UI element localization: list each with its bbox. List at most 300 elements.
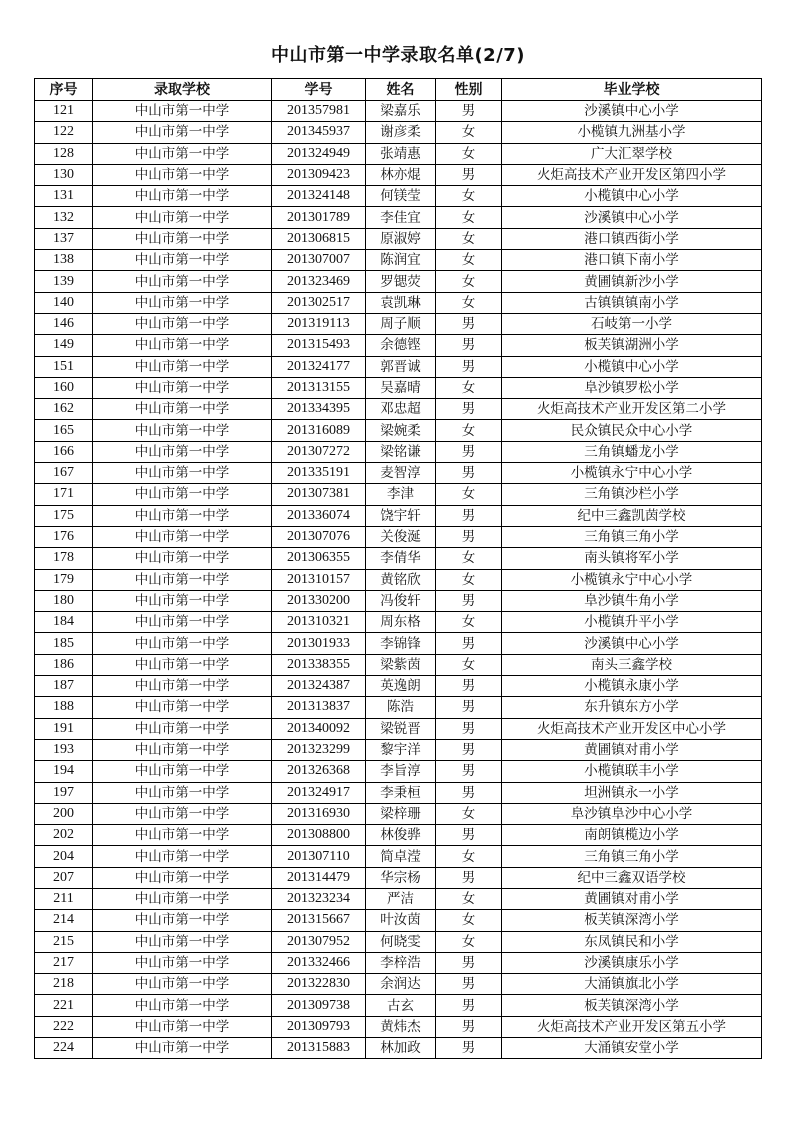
cell-serial: 202 <box>35 825 93 846</box>
cell-name: 冯俊轩 <box>366 590 436 611</box>
cell-graduated-school: 三角镇三角小学 <box>502 526 762 547</box>
cell-gender: 男 <box>436 676 502 697</box>
cell-serial: 179 <box>35 569 93 590</box>
cell-graduated-school: 大涌镇安堂小学 <box>502 1038 762 1059</box>
admission-table <box>34 78 762 1059</box>
cell-gender: 女 <box>436 207 502 228</box>
cell-student-id: 201307110 <box>272 846 366 867</box>
cell-gender: 女 <box>436 484 502 505</box>
cell-gender: 女 <box>436 292 502 313</box>
table-row <box>35 122 762 143</box>
cell-serial: 211 <box>35 888 93 909</box>
table-row <box>35 1016 762 1037</box>
cell-gender: 男 <box>436 164 502 185</box>
cell-name: 古玄 <box>366 995 436 1016</box>
cell-gender: 男 <box>436 782 502 803</box>
cell-name: 华宗杨 <box>366 867 436 888</box>
table-row <box>35 739 762 760</box>
cell-serial: 131 <box>35 186 93 207</box>
cell-graduated-school: 小榄镇联丰小学 <box>502 761 762 782</box>
cell-admitted-school: 中山市第一中学 <box>93 676 272 697</box>
cell-gender: 女 <box>436 271 502 292</box>
cell-graduated-school: 板芙镇湖洲小学 <box>502 335 762 356</box>
cell-graduated-school: 坦洲镇永一小学 <box>502 782 762 803</box>
cell-gender: 女 <box>436 377 502 398</box>
table-row <box>35 697 762 718</box>
cell-admitted-school: 中山市第一中学 <box>93 441 272 462</box>
table-row <box>35 292 762 313</box>
cell-serial: 194 <box>35 761 93 782</box>
cell-graduated-school: 古镇镇镇南小学 <box>502 292 762 313</box>
cell-student-id: 201301789 <box>272 207 366 228</box>
cell-student-id: 201332466 <box>272 952 366 973</box>
table-row <box>35 271 762 292</box>
table-row <box>35 974 762 995</box>
cell-gender: 女 <box>436 548 502 569</box>
cell-gender: 女 <box>436 846 502 867</box>
cell-student-id: 201334395 <box>272 399 366 420</box>
cell-graduated-school: 广大汇翠学校 <box>502 143 762 164</box>
cell-graduated-school: 火炬高技术产业开发区第四小学 <box>502 164 762 185</box>
cell-student-id: 201340092 <box>272 718 366 739</box>
cell-graduated-school: 板芙镇深湾小学 <box>502 995 762 1016</box>
cell-admitted-school: 中山市第一中学 <box>93 420 272 441</box>
cell-serial: 207 <box>35 867 93 888</box>
cell-admitted-school: 中山市第一中学 <box>93 250 272 271</box>
cell-student-id: 201324148 <box>272 186 366 207</box>
cell-admitted-school: 中山市第一中学 <box>93 143 272 164</box>
table-row <box>35 399 762 420</box>
cell-gender: 男 <box>436 313 502 334</box>
table-row <box>35 441 762 462</box>
cell-serial: 191 <box>35 718 93 739</box>
cell-graduated-school: 南头镇将军小学 <box>502 548 762 569</box>
cell-serial: 151 <box>35 356 93 377</box>
cell-admitted-school: 中山市第一中学 <box>93 356 272 377</box>
column-header-student-id: 学号 <box>272 79 366 101</box>
cell-name: 原淑婷 <box>366 228 436 249</box>
cell-graduated-school: 阜沙镇阜沙中心小学 <box>502 803 762 824</box>
cell-name: 陈浩 <box>366 697 436 718</box>
cell-gender: 男 <box>436 952 502 973</box>
cell-graduated-school: 小榄镇永宁中心小学 <box>502 463 762 484</box>
cell-serial: 184 <box>35 612 93 633</box>
cell-gender: 男 <box>436 761 502 782</box>
cell-graduated-school: 民众镇民众中心小学 <box>502 420 762 441</box>
cell-admitted-school: 中山市第一中学 <box>93 910 272 931</box>
cell-student-id: 201314479 <box>272 867 366 888</box>
cell-name: 林亦焜 <box>366 164 436 185</box>
table-row <box>35 101 762 122</box>
cell-student-id: 201316089 <box>272 420 366 441</box>
cell-name: 何镁莹 <box>366 186 436 207</box>
cell-gender: 男 <box>436 463 502 484</box>
table-row <box>35 356 762 377</box>
cell-admitted-school: 中山市第一中学 <box>93 505 272 526</box>
cell-student-id: 201319113 <box>272 313 366 334</box>
cell-admitted-school: 中山市第一中学 <box>93 931 272 952</box>
cell-serial: 193 <box>35 739 93 760</box>
cell-admitted-school: 中山市第一中学 <box>93 335 272 356</box>
cell-name: 陈润宜 <box>366 250 436 271</box>
cell-serial: 146 <box>35 313 93 334</box>
table-row <box>35 612 762 633</box>
cell-student-id: 201313837 <box>272 697 366 718</box>
cell-admitted-school: 中山市第一中学 <box>93 484 272 505</box>
cell-serial: 171 <box>35 484 93 505</box>
table-row <box>35 654 762 675</box>
table-row <box>35 420 762 441</box>
cell-admitted-school: 中山市第一中学 <box>93 803 272 824</box>
cell-serial: 176 <box>35 526 93 547</box>
table-row <box>35 718 762 739</box>
cell-name: 林加政 <box>366 1038 436 1059</box>
cell-graduated-school: 小榄镇永宁中心小学 <box>502 569 762 590</box>
cell-admitted-school: 中山市第一中学 <box>93 122 272 143</box>
column-header-serial: 序号 <box>35 79 93 101</box>
table-row <box>35 463 762 484</box>
cell-gender: 女 <box>436 931 502 952</box>
cell-serial: 121 <box>35 101 93 122</box>
cell-serial: 166 <box>35 441 93 462</box>
cell-name: 黎宇洋 <box>366 739 436 760</box>
document-title: 中山市第一中学录取名单(2/7) <box>270 45 526 66</box>
cell-name: 李秉桓 <box>366 782 436 803</box>
table-row <box>35 377 762 398</box>
cell-name: 梁梓珊 <box>366 803 436 824</box>
cell-serial: 197 <box>35 782 93 803</box>
cell-graduated-school: 黄圃镇对甫小学 <box>502 888 762 909</box>
cell-serial: 218 <box>35 974 93 995</box>
cell-serial: 162 <box>35 399 93 420</box>
cell-gender: 女 <box>436 122 502 143</box>
cell-graduated-school: 东升镇东方小学 <box>502 697 762 718</box>
cell-student-id: 201310321 <box>272 612 366 633</box>
table-row <box>35 186 762 207</box>
cell-gender: 男 <box>436 974 502 995</box>
cell-gender: 男 <box>436 718 502 739</box>
cell-graduated-school: 黄圃镇新沙小学 <box>502 271 762 292</box>
cell-admitted-school: 中山市第一中学 <box>93 463 272 484</box>
cell-serial: 185 <box>35 633 93 654</box>
cell-student-id: 201310157 <box>272 569 366 590</box>
cell-name: 麦智淳 <box>366 463 436 484</box>
header-row <box>35 79 762 101</box>
table-row <box>35 526 762 547</box>
table-row <box>35 505 762 526</box>
cell-serial: 204 <box>35 846 93 867</box>
cell-serial: 200 <box>35 803 93 824</box>
cell-serial: 167 <box>35 463 93 484</box>
cell-serial: 137 <box>35 228 93 249</box>
cell-admitted-school: 中山市第一中学 <box>93 313 272 334</box>
column-header-gender: 性别 <box>436 79 502 101</box>
cell-student-id: 201309423 <box>272 164 366 185</box>
cell-graduated-school: 小榄镇九洲基小学 <box>502 122 762 143</box>
cell-name: 李佳宜 <box>366 207 436 228</box>
cell-student-id: 201301933 <box>272 633 366 654</box>
cell-graduated-school: 南朗镇榄边小学 <box>502 825 762 846</box>
cell-graduated-school: 火炬高技术产业开发区第二小学 <box>502 399 762 420</box>
cell-gender: 女 <box>436 910 502 931</box>
table-row <box>35 569 762 590</box>
cell-name: 余德铿 <box>366 335 436 356</box>
cell-student-id: 201315667 <box>272 910 366 931</box>
cell-student-id: 201306355 <box>272 548 366 569</box>
cell-student-id: 201335191 <box>272 463 366 484</box>
cell-admitted-school: 中山市第一中学 <box>93 101 272 122</box>
cell-name: 林俊骅 <box>366 825 436 846</box>
cell-admitted-school: 中山市第一中学 <box>93 207 272 228</box>
cell-admitted-school: 中山市第一中学 <box>93 867 272 888</box>
table-row <box>35 676 762 697</box>
cell-student-id: 201323469 <box>272 271 366 292</box>
table-body <box>35 101 762 1059</box>
cell-name: 梁铭谦 <box>366 441 436 462</box>
cell-admitted-school: 中山市第一中学 <box>93 952 272 973</box>
cell-serial: 128 <box>35 143 93 164</box>
cell-admitted-school: 中山市第一中学 <box>93 612 272 633</box>
cell-name: 简卓滢 <box>366 846 436 867</box>
cell-serial: 187 <box>35 676 93 697</box>
cell-name: 梁婉柔 <box>366 420 436 441</box>
cell-serial: 132 <box>35 207 93 228</box>
cell-name: 谢彦柔 <box>366 122 436 143</box>
table-row <box>35 1038 762 1059</box>
cell-gender: 男 <box>436 697 502 718</box>
cell-gender: 男 <box>436 739 502 760</box>
cell-serial: 178 <box>35 548 93 569</box>
cell-serial: 160 <box>35 377 93 398</box>
cell-serial: 130 <box>35 164 93 185</box>
table-row <box>35 164 762 185</box>
cell-admitted-school: 中山市第一中学 <box>93 228 272 249</box>
cell-serial: 175 <box>35 505 93 526</box>
cell-serial: 188 <box>35 697 93 718</box>
cell-admitted-school: 中山市第一中学 <box>93 1038 272 1059</box>
table-row <box>35 313 762 334</box>
cell-name: 饶宇轩 <box>366 505 436 526</box>
cell-student-id: 201326368 <box>272 761 366 782</box>
cell-admitted-school: 中山市第一中学 <box>93 654 272 675</box>
cell-student-id: 201315493 <box>272 335 366 356</box>
cell-name: 叶汝茵 <box>366 910 436 931</box>
cell-admitted-school: 中山市第一中学 <box>93 271 272 292</box>
cell-gender: 男 <box>436 526 502 547</box>
cell-name: 袁凯琳 <box>366 292 436 313</box>
cell-student-id: 201324177 <box>272 356 366 377</box>
cell-name: 黄铭欣 <box>366 569 436 590</box>
cell-student-id: 201307381 <box>272 484 366 505</box>
cell-name: 郭晋诚 <box>366 356 436 377</box>
cell-graduated-school: 阜沙镇罗松小学 <box>502 377 762 398</box>
cell-name: 黄炜杰 <box>366 1016 436 1037</box>
cell-graduated-school: 三角镇三角小学 <box>502 846 762 867</box>
cell-admitted-school: 中山市第一中学 <box>93 548 272 569</box>
table-row <box>35 590 762 611</box>
cell-gender: 男 <box>436 995 502 1016</box>
cell-graduated-school: 东凤镇民和小学 <box>502 931 762 952</box>
cell-graduated-school: 沙溪镇中心小学 <box>502 633 762 654</box>
cell-name: 英逸朗 <box>366 676 436 697</box>
cell-graduated-school: 火炬高技术产业开发区中心小学 <box>502 718 762 739</box>
cell-admitted-school: 中山市第一中学 <box>93 526 272 547</box>
cell-admitted-school: 中山市第一中学 <box>93 846 272 867</box>
cell-name: 李倩华 <box>366 548 436 569</box>
cell-admitted-school: 中山市第一中学 <box>93 569 272 590</box>
cell-gender: 男 <box>436 867 502 888</box>
cell-serial: 217 <box>35 952 93 973</box>
cell-admitted-school: 中山市第一中学 <box>93 590 272 611</box>
cell-name: 梁锐晋 <box>366 718 436 739</box>
cell-serial: 139 <box>35 271 93 292</box>
cell-student-id: 201324949 <box>272 143 366 164</box>
cell-gender: 男 <box>436 441 502 462</box>
cell-admitted-school: 中山市第一中学 <box>93 1016 272 1037</box>
cell-gender: 男 <box>436 101 502 122</box>
cell-graduated-school: 纪中三鑫双语学校 <box>502 867 762 888</box>
cell-gender: 女 <box>436 420 502 441</box>
table-row <box>35 910 762 931</box>
cell-serial: 186 <box>35 654 93 675</box>
cell-serial: 221 <box>35 995 93 1016</box>
table-row <box>35 633 762 654</box>
cell-admitted-school: 中山市第一中学 <box>93 974 272 995</box>
cell-student-id: 201306815 <box>272 228 366 249</box>
cell-name: 周子顺 <box>366 313 436 334</box>
cell-admitted-school: 中山市第一中学 <box>93 888 272 909</box>
cell-gender: 女 <box>436 228 502 249</box>
cell-graduated-school: 三角镇沙栏小学 <box>502 484 762 505</box>
cell-admitted-school: 中山市第一中学 <box>93 782 272 803</box>
cell-student-id: 201307007 <box>272 250 366 271</box>
cell-student-id: 201302517 <box>272 292 366 313</box>
cell-graduated-school: 小榄镇永康小学 <box>502 676 762 697</box>
cell-admitted-school: 中山市第一中学 <box>93 377 272 398</box>
table-row <box>35 888 762 909</box>
table-row <box>35 228 762 249</box>
cell-student-id: 201307076 <box>272 526 366 547</box>
cell-graduated-school: 石岐第一小学 <box>502 313 762 334</box>
cell-graduated-school: 火炬高技术产业开发区第五小学 <box>502 1016 762 1037</box>
cell-gender: 女 <box>436 250 502 271</box>
cell-student-id: 201357981 <box>272 101 366 122</box>
cell-name: 李旨淳 <box>366 761 436 782</box>
cell-name: 关俊涎 <box>366 526 436 547</box>
cell-gender: 女 <box>436 888 502 909</box>
cell-graduated-school: 港口镇下南小学 <box>502 250 762 271</box>
cell-gender: 男 <box>436 825 502 846</box>
cell-admitted-school: 中山市第一中学 <box>93 399 272 420</box>
cell-student-id: 201308800 <box>272 825 366 846</box>
table-header <box>35 79 762 101</box>
cell-admitted-school: 中山市第一中学 <box>93 995 272 1016</box>
cell-serial: 138 <box>35 250 93 271</box>
cell-serial: 149 <box>35 335 93 356</box>
cell-student-id: 201309738 <box>272 995 366 1016</box>
cell-admitted-school: 中山市第一中学 <box>93 186 272 207</box>
cell-gender: 男 <box>436 399 502 420</box>
table-row <box>35 803 762 824</box>
table-row <box>35 335 762 356</box>
cell-graduated-school: 板芙镇深湾小学 <box>502 910 762 931</box>
cell-student-id: 201336074 <box>272 505 366 526</box>
cell-name: 邓忠超 <box>366 399 436 420</box>
cell-gender: 男 <box>436 505 502 526</box>
cell-gender: 女 <box>436 186 502 207</box>
cell-graduated-school: 大涌镇旗北小学 <box>502 974 762 995</box>
cell-admitted-school: 中山市第一中学 <box>93 739 272 760</box>
table-row <box>35 250 762 271</box>
cell-serial: 122 <box>35 122 93 143</box>
cell-graduated-school: 阜沙镇牛角小学 <box>502 590 762 611</box>
cell-gender: 女 <box>436 143 502 164</box>
cell-gender: 女 <box>436 612 502 633</box>
cell-graduated-school: 沙溪镇中心小学 <box>502 207 762 228</box>
cell-name: 周东格 <box>366 612 436 633</box>
cell-serial: 140 <box>35 292 93 313</box>
cell-serial: 180 <box>35 590 93 611</box>
cell-name: 梁嘉乐 <box>366 101 436 122</box>
column-header-admitted-school: 录取学校 <box>93 79 272 101</box>
cell-graduated-school: 沙溪镇中心小学 <box>502 101 762 122</box>
cell-name: 余润达 <box>366 974 436 995</box>
cell-gender: 男 <box>436 633 502 654</box>
table-row <box>35 548 762 569</box>
cell-student-id: 201316930 <box>272 803 366 824</box>
cell-student-id: 201315883 <box>272 1038 366 1059</box>
table-row <box>35 207 762 228</box>
cell-name: 李梓浩 <box>366 952 436 973</box>
cell-graduated-school: 小榄镇中心小学 <box>502 186 762 207</box>
cell-name: 李津 <box>366 484 436 505</box>
cell-admitted-school: 中山市第一中学 <box>93 697 272 718</box>
cell-graduated-school: 三角镇蟠龙小学 <box>502 441 762 462</box>
cell-name: 何晓雯 <box>366 931 436 952</box>
cell-admitted-school: 中山市第一中学 <box>93 825 272 846</box>
cell-gender: 女 <box>436 654 502 675</box>
cell-student-id: 201307952 <box>272 931 366 952</box>
cell-name: 罗锶荧 <box>366 271 436 292</box>
cell-graduated-school: 港口镇西街小学 <box>502 228 762 249</box>
column-header-name: 姓名 <box>366 79 436 101</box>
cell-student-id: 201324917 <box>272 782 366 803</box>
cell-student-id: 201322830 <box>272 974 366 995</box>
cell-gender: 男 <box>436 1016 502 1037</box>
cell-admitted-school: 中山市第一中学 <box>93 633 272 654</box>
table-row <box>35 931 762 952</box>
table-row <box>35 761 762 782</box>
cell-graduated-school: 黄圃镇对甫小学 <box>502 739 762 760</box>
cell-student-id: 201323234 <box>272 888 366 909</box>
cell-admitted-school: 中山市第一中学 <box>93 718 272 739</box>
cell-student-id: 201307272 <box>272 441 366 462</box>
cell-name: 吴嘉晴 <box>366 377 436 398</box>
table-row <box>35 846 762 867</box>
cell-name: 梁紫茵 <box>366 654 436 675</box>
cell-graduated-school: 小榄镇升平小学 <box>502 612 762 633</box>
cell-serial: 222 <box>35 1016 93 1037</box>
cell-student-id: 201313155 <box>272 377 366 398</box>
table-row <box>35 867 762 888</box>
table-row <box>35 952 762 973</box>
table-row <box>35 825 762 846</box>
table-row <box>35 143 762 164</box>
cell-admitted-school: 中山市第一中学 <box>93 761 272 782</box>
cell-student-id: 201309793 <box>272 1016 366 1037</box>
cell-gender: 男 <box>436 1038 502 1059</box>
cell-student-id: 201345937 <box>272 122 366 143</box>
